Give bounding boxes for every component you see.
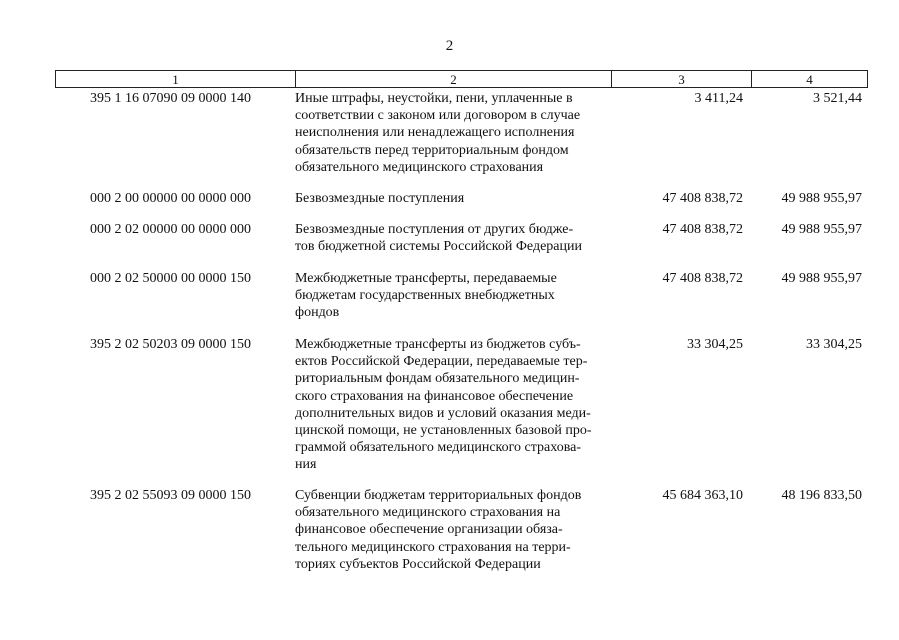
column-header-4: 4 xyxy=(806,72,813,87)
amount-col3: 45 684 363,10 xyxy=(662,488,743,503)
amount-col3: 47 408 838,72 xyxy=(662,271,743,286)
column-header-1: 1 xyxy=(56,71,296,87)
page-number: 2 xyxy=(445,38,454,54)
amount-col3: 47 408 838,72 xyxy=(662,222,743,237)
amount-col4: 49 988 955,97 xyxy=(781,191,862,206)
item-name: Иные штрафы, неустойки, пени, уплаченные в соответствии с законом или договором в случае неисполнения или ненадлежащего исполнения обязательств перед территориальным фондом обязательного медицинского страхования xyxy=(295,91,581,175)
budget-code: 395 2 02 50203 09 0000 150 xyxy=(90,337,251,352)
budget-code: 000 2 02 50000 00 0000 150 xyxy=(90,271,251,286)
table-header xyxy=(55,70,868,88)
amount-col3: 33 304,25 xyxy=(687,337,743,352)
item-name: Межбюджетные трансферты из бюджетов субъ- ектов Российской Федерации, передаваемые тер- риториальным фондам обязательного медицин- ского страхования на финансовое обеспечение дополнительных видов и условий оказания меди- цинской помощи, не установленных базовой про- граммой обязательного медицинского страхова- ния xyxy=(295,337,592,473)
amount-col3: 47 408 838,72 xyxy=(662,191,743,206)
column-header-3: 3 xyxy=(612,71,752,87)
amount-col3: 3 411,24 xyxy=(694,91,743,106)
budget-code: 000 2 02 00000 00 0000 000 xyxy=(90,222,251,237)
column-header-2: 2 xyxy=(296,71,612,87)
amount-col4: 49 988 955,97 xyxy=(781,222,862,237)
item-name: Безвозмездные поступления от других бюдже- тов бюджетной системы Российской Федерации xyxy=(295,222,582,255)
amount-col4: 49 988 955,97 xyxy=(781,271,862,286)
amount-col4: 48 196 833,50 xyxy=(781,488,862,503)
budget-code: 395 2 02 55093 09 0000 150 xyxy=(90,488,251,503)
amount-col4: 33 304,25 xyxy=(806,337,862,352)
budget-code: 000 2 00 00000 00 0000 000 xyxy=(90,191,251,206)
item-name: Безвозмездные поступления xyxy=(295,191,465,206)
item-name: Межбюджетные трансферты, передаваемые бюджетам государственных внебюджетных фондов xyxy=(295,271,557,321)
amount-col4: 3 521,44 xyxy=(813,91,862,106)
item-name: Субвенции бюджетам территориальных фондов обязательного медицинского страхования на финансовое обеспечение организации обяза- тельного медицинского страхования на терри- ториях субъектов Российской Федерации xyxy=(295,488,582,572)
budget-code: 395 1 16 07090 09 0000 140 xyxy=(90,91,251,106)
